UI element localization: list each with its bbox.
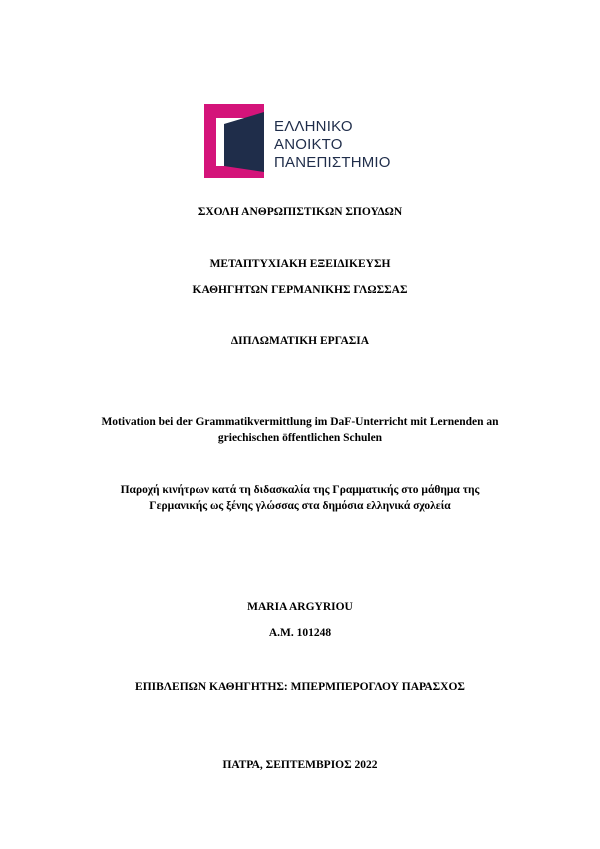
title-greek-line-2: Γερμανικής ως ξένης γλώσσας στα δημόσια ελληνικά σχολεία xyxy=(149,500,451,512)
logo-line-1: ΕΛΛΗΝΙΚΟ xyxy=(274,118,353,135)
title-greek xyxy=(60,482,540,514)
student-id: Α.Μ. 101248 xyxy=(268,627,332,639)
title-german xyxy=(60,414,540,446)
school-name: ΣΧΟΛΗ ΑΝΘΡΩΠΙΣΤΙΚΩΝ ΣΠΟΥΔΩΝ xyxy=(197,206,403,218)
place-date: ΠΑΤΡΑ, ΣΕΠΤΕΜΒΡΙΟΣ 2022 xyxy=(222,759,378,771)
author-name: MARIA ARGYRIOU xyxy=(247,601,353,613)
title-german-line-1: Motivation bei der Grammatikvermittlung im DaF-Unterricht mit Lernenden an xyxy=(101,416,499,428)
program-line-1: ΜΕΤΑΠΤΥΧΙΑΚΗ ΕΞΕΙΔΙΚΕΥΣΗ xyxy=(209,258,391,270)
logo-emblem-icon xyxy=(204,104,270,180)
logo-navy-door xyxy=(224,112,264,172)
logo-line-3: ΠΑΝΕΠΙΣΤΗΜΙΟ xyxy=(274,154,391,171)
logo-line-2: ΑΝΟΙΚΤΟ xyxy=(274,136,343,153)
supervisor: ΕΠΙΒΛΕΠΩΝ ΚΑΘΗΓΗΤΗΣ: ΜΠΕΡΜΠΕΡΟΓΛΟΥ ΠΑΡΑΣΧΟΣ xyxy=(135,681,465,693)
title-greek-line-1: Παροχή κινήτρων κατά τη διδασκαλία της Γραμματικής στο μάθημα της xyxy=(120,484,480,496)
thesis-type: ΔΙΠΛΩΜΑΤΙΚΗ ΕΡΓΑΣΙΑ xyxy=(230,335,370,347)
title-german-line-2: griechischen öffentlichen Schulen xyxy=(217,432,383,444)
program-line-2: ΚΑΘΗΓΗΤΩΝ ΓΕΡΜΑΝΙΚΗΣ ΓΛΩΣΣΑΣ xyxy=(192,284,408,296)
university-logo xyxy=(204,104,404,180)
logo-wordmark xyxy=(274,118,391,172)
